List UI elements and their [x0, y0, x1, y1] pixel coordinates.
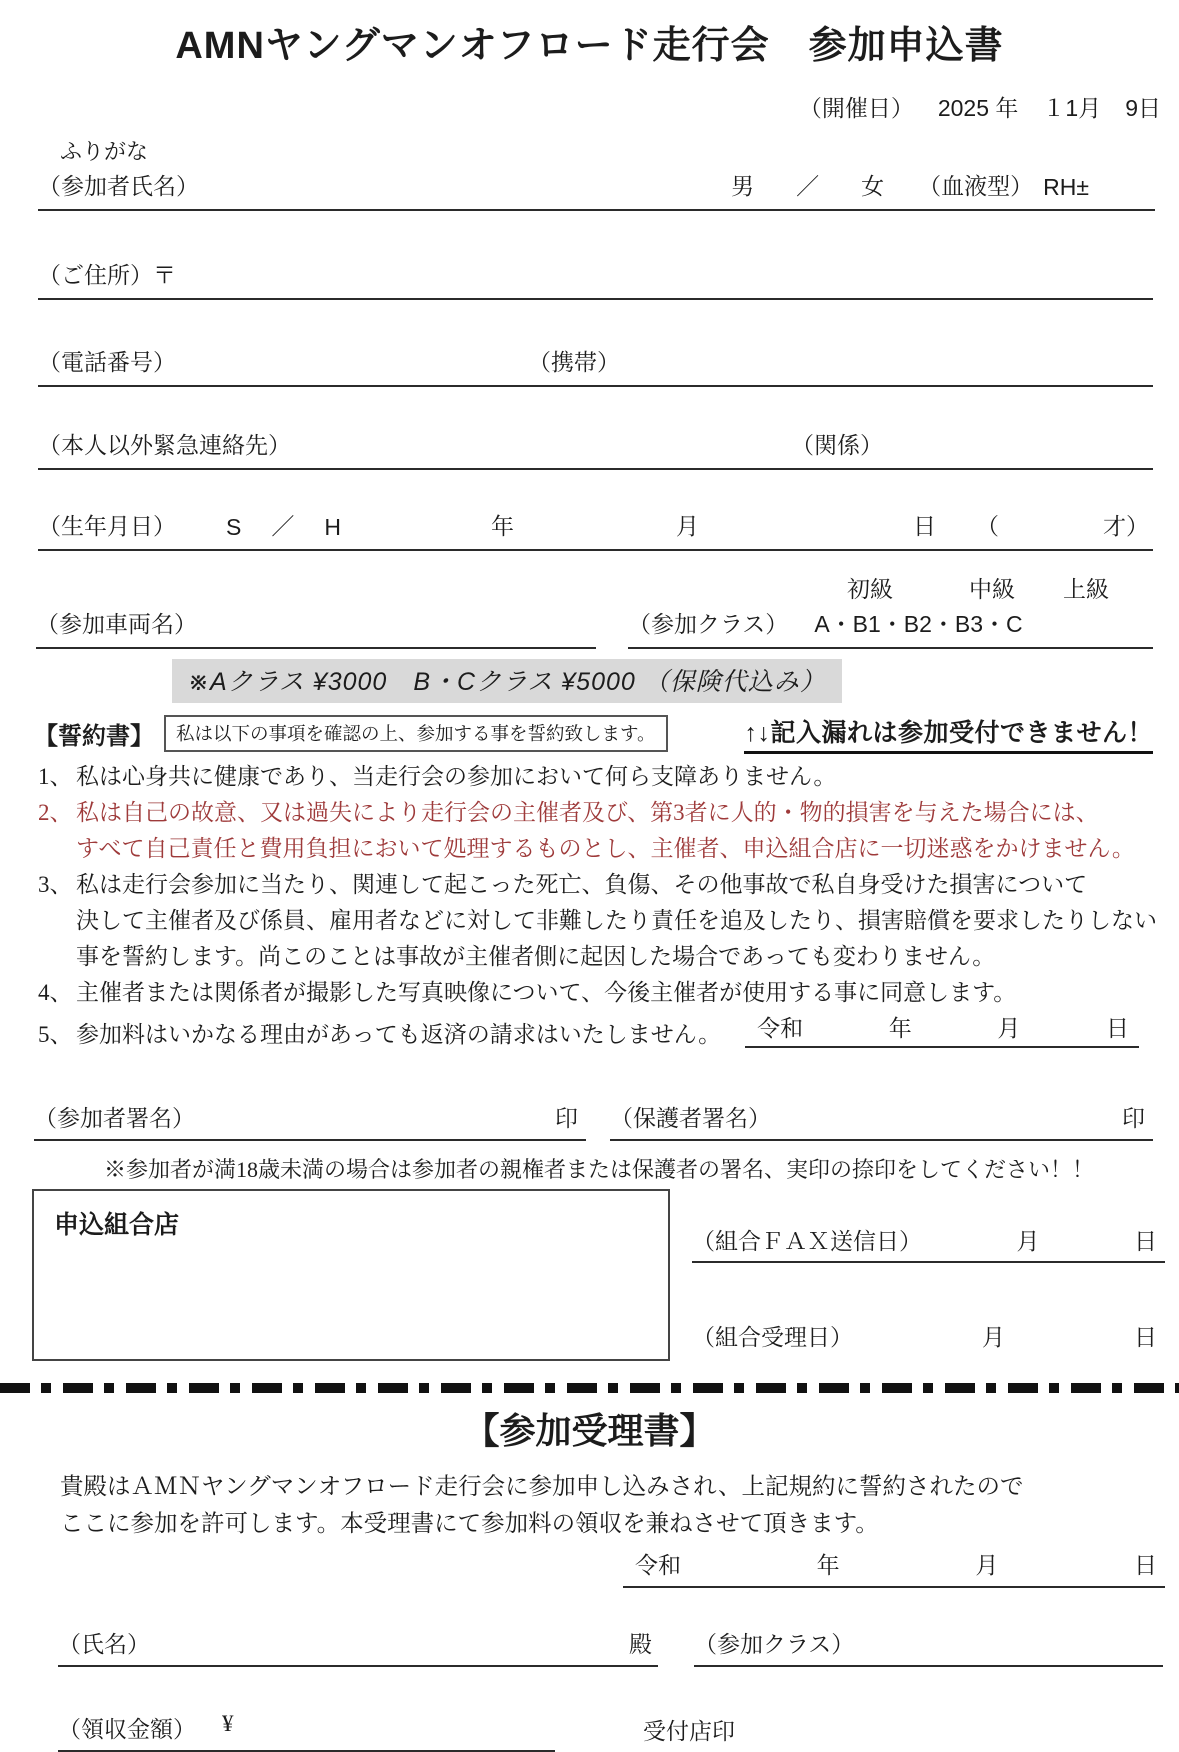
- pledge-day-label: 日: [1105, 1016, 1129, 1041]
- signature-row: [34, 1100, 1153, 1141]
- receipt-paragraph-line1: 貴殿はＡＭＮヤングマンオフロード走行会に参加申し込みされ、上記規約に誓約されたので: [60, 1474, 1024, 1500]
- union-fax-day-label: 日: [1134, 1229, 1157, 1254]
- event-date-label: （開催日）: [798, 95, 914, 121]
- emergency-contact-label: （本人以外緊急連絡先）: [38, 432, 291, 458]
- pledge-item-5: 5、 参加料はいかなる理由があっても返済の請求はいたしません。 令和 年 月 日: [0, 1015, 1179, 1048]
- address-row: [38, 257, 1153, 300]
- receipt-name-field: [58, 1626, 658, 1667]
- age-label: 才）: [1103, 513, 1149, 539]
- union-accept-date-label: （組合受理日）: [692, 1325, 853, 1350]
- receipt-day-label: 日: [1133, 1553, 1157, 1578]
- era-heisei: H: [324, 514, 341, 540]
- birthdate-label: （生年月日）: [38, 513, 176, 539]
- blood-type-group: [918, 168, 1089, 201]
- pledge-header-row: [34, 713, 1153, 754]
- pledge-item-1: 1、 私は心身共に健康であり、当走行会の参加において何ら支障ありません。: [38, 764, 837, 789]
- participation-class-field: [628, 606, 1153, 649]
- pledge-item-4: 4、 主催者または関係者が撮影した写真映像について、今後主催者が使用する事に同意します。: [38, 980, 1017, 1005]
- cut-line-divider: [0, 1383, 1179, 1393]
- pledge-date-field: [745, 1015, 1139, 1048]
- receipt-date-field: [623, 1547, 1165, 1588]
- receipt-amount-field: [58, 1711, 555, 1752]
- union-accept-date-row: [692, 1319, 1165, 1352]
- union-dates-column: [670, 1189, 1165, 1361]
- participant-name-row: [38, 168, 1155, 211]
- era-slash: ／: [271, 513, 295, 539]
- pledge-month-label: 月: [997, 1016, 1021, 1041]
- event-month: １1月: [1042, 95, 1102, 121]
- participation-class-label: （参加クラス）: [628, 611, 789, 637]
- form-title: AMNヤングマンオフロード走行会 参加申込書: [175, 25, 1004, 67]
- birth-month-label: 月: [675, 513, 699, 539]
- receipt-month-label: 月: [975, 1553, 999, 1578]
- event-year: 2025 年: [937, 95, 1019, 121]
- receipt-paragraph: [60, 1469, 1119, 1543]
- receipt-name-row: [58, 1626, 1163, 1667]
- furigana-label: ふりがな: [60, 139, 149, 164]
- price-note: ※Aクラス ¥3000 B・Cクラス ¥5000 （保険代込み）: [172, 659, 842, 703]
- era-showa: S: [226, 514, 242, 540]
- union-shop-section: [32, 1189, 1165, 1361]
- union-shop-box: [32, 1189, 670, 1361]
- participation-class-options: A・B1・B2・B3・C: [814, 611, 1023, 637]
- birth-year-label: 年: [490, 513, 514, 539]
- receipt-era-label: 令和: [635, 1553, 681, 1578]
- union-fax-date-row: [692, 1223, 1165, 1263]
- event-day: 9日: [1125, 95, 1161, 121]
- vehicle-name-label: （参加車両名）: [36, 611, 197, 637]
- gender-male-option: 男: [731, 173, 755, 199]
- union-fax-date-label: （組合ＦＡＸ送信日）: [692, 1229, 922, 1254]
- receipt-class-field: [694, 1626, 1163, 1667]
- pledge-item-3-cont2: 事を誓約します。尚このことは事故が主催者側に起因した場合であっても変わりません。: [76, 944, 996, 969]
- guardian-signature-field: [610, 1100, 1153, 1141]
- pledge-year-label: 年: [888, 1016, 912, 1041]
- participant-signature-label: （参加者署名）: [34, 1106, 195, 1131]
- pledge-era-label: 令和: [757, 1016, 804, 1041]
- minor-signature-note: ※参加者が満18歳未満の場合は参加者の親権者または保護者の署名、実印の捺印をしてください！！: [104, 1157, 1095, 1182]
- receipt-amount-row: [58, 1711, 1179, 1752]
- pledge-boxed-note: 私は以下の事項を確認の上、参加する事を誓約致します。: [164, 715, 668, 752]
- receipt-paragraph-line2: ここに参加を許可します。本受理書にて参加料の領収を兼ねさせて頂きます。: [60, 1511, 879, 1537]
- mobile-label: （携帯）: [528, 349, 620, 375]
- birth-day-label: 日: [912, 513, 936, 539]
- pledge-item-3: 3、 私は走行会参加に当たり、関連して起こった死亡、負傷、その他事故で私自身受けた損害について: [38, 872, 1088, 897]
- receipt-amount-label: （領収金額）: [58, 1717, 196, 1742]
- gender-blood-group: [731, 168, 1089, 201]
- birthdate-row: [38, 508, 1153, 551]
- participant-name-label: （参加者氏名）: [38, 173, 199, 199]
- union-shop-label: 申込組合店: [54, 1211, 180, 1239]
- receipt-stamp-label: 受付店印: [643, 1719, 735, 1744]
- pledge-item-3-cont1: 決して主催者及び係員、雇用者などに対して非難したり責任を追及したり、損害賠償を要求したりしない: [76, 908, 1157, 933]
- receipt-year-label: 年: [816, 1553, 840, 1578]
- phone-row: [38, 344, 1153, 387]
- pledge-item-2: 2、 私は自己の故意、又は過失により走行会の主催者及び、第3者に人的・物的損害を与えた場合には、: [38, 800, 1099, 825]
- age-paren-open: （: [975, 513, 999, 539]
- pledge-list: [0, 763, 1179, 1048]
- event-date-row: [0, 90, 1161, 123]
- gender-female-option: 女: [861, 173, 885, 199]
- vehicle-class-row: [36, 606, 1153, 649]
- level-beginner-label: 初級: [847, 576, 893, 602]
- vehicle-name-field: [36, 606, 596, 649]
- relation-label: （関係）: [791, 432, 883, 458]
- union-accept-month-label: 月: [982, 1325, 1005, 1350]
- yen-sign: ¥: [222, 1711, 234, 1736]
- participant-seal-label: 印: [555, 1106, 578, 1131]
- price-note-row: [172, 659, 1179, 703]
- receipt-class-label: （参加クラス）: [694, 1632, 855, 1657]
- pledge-warning: ↑↓記入漏れは参加受付できません！: [744, 713, 1153, 754]
- pledge-heading: 【誓約書】: [34, 723, 154, 750]
- guardian-seal-label: 印: [1122, 1106, 1145, 1131]
- participant-signature-field: [34, 1100, 586, 1141]
- receipt-heading: 【参加受理書】: [463, 1411, 716, 1451]
- receipt-name-label: （氏名）: [58, 1632, 150, 1657]
- gender-slash: ／: [796, 173, 820, 199]
- address-label: （ご住所）〒: [38, 262, 176, 288]
- emergency-contact-row: [38, 427, 1153, 470]
- receipt-dono-label: 殿: [629, 1632, 652, 1657]
- level-upper-label: 上級: [1063, 576, 1109, 602]
- union-accept-day-label: 日: [1134, 1325, 1157, 1350]
- phone-label: （電話番号）: [38, 349, 176, 375]
- blood-type-rh: RH±: [1043, 174, 1089, 200]
- class-level-row: [0, 571, 1109, 604]
- level-middle-label: 中級: [969, 576, 1015, 602]
- guardian-signature-label: （保護者署名）: [610, 1106, 771, 1131]
- blood-type-label: （血液型）: [918, 173, 1034, 199]
- pledge-item-2-cont: すべて自己責任と費用負担において処理するものとし、主催者、申込組合店に一切迷惑をかけません。: [76, 836, 1135, 861]
- receipt-date-row: [0, 1547, 1179, 1588]
- union-fax-month-label: 月: [1016, 1229, 1040, 1254]
